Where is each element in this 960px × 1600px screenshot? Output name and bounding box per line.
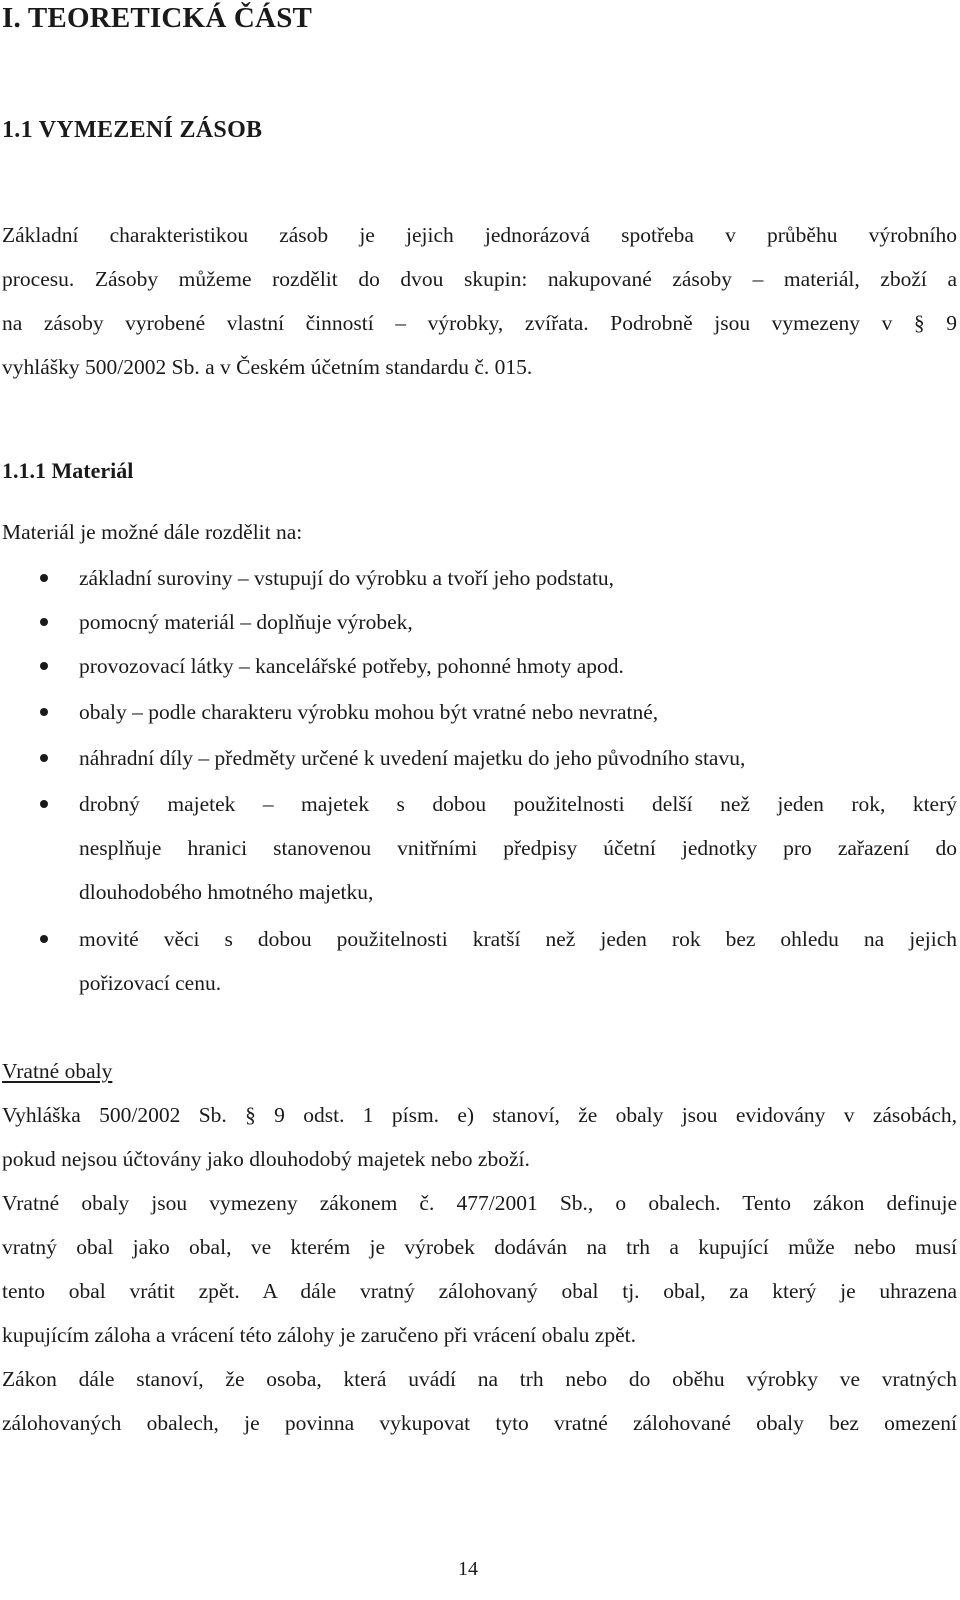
list-item-text: nesplňuje hranici stanovenou vnitřními předpisy účetní jednotky pro zařazení do — [79, 836, 957, 860]
paragraph-line: Zákon dále stanoví, že osoba, která uvádí na trh nebo do oběhu výrobky ve vratných — [2, 1367, 957, 1391]
paragraph-line: procesu. Zásoby můžeme rozdělit do dvou skupin: nakupované zásoby – materiál, zboží a — [2, 267, 957, 291]
list-item-text: movité věci s dobou použitelnosti kratší než jeden rok bez ohledu na jejich — [79, 927, 957, 951]
list-item-text: pomocný materiál – doplňuje výrobek, — [79, 610, 413, 634]
list-intro: Materiál je možné dále rozdělit na: — [2, 520, 303, 544]
list-item-text: drobný majetek – majetek s dobou použitelnosti delší než jeden rok, který — [79, 792, 957, 816]
bullet-icon — [40, 800, 48, 808]
paragraph-line: vyhlášky 500/2002 Sb. a v Českém účetním standardu č. 015. — [2, 355, 533, 379]
page-number: 14 — [458, 1558, 478, 1580]
paragraph-line: pokud nejsou účtovány jako dlouhodobý majetek nebo zboží. — [2, 1147, 530, 1171]
paragraph-line: Vyhláška 500/2002 Sb. § 9 odst. 1 písm. e) stanoví, že obaly jsou evidovány v zásobách, — [2, 1103, 957, 1127]
list-item-text: pořizovací cenu. — [79, 971, 222, 995]
bullet-icon — [40, 618, 48, 626]
paragraph-line: Vratné obaly jsou vymezeny zákonem č. 477/2001 Sb., o obalech. Tento zákon definuje — [2, 1191, 957, 1215]
paragraph-line: Základní charakteristikou zásob je jejich jednorázová spotřeba v průběhu výrobního — [2, 223, 957, 247]
bullet-icon — [40, 754, 48, 762]
paragraph-line: kupujícím záloha a vrácení této zálohy je zaručeno při vrácení obalu zpět. — [2, 1323, 636, 1347]
bullet-icon — [40, 574, 48, 582]
paragraph-line: na zásoby vyrobené vlastní činností – výrobky, zvířata. Podrobně jsou vymezeny v § 9 — [2, 311, 957, 335]
list-item-text: provozovací látky – kancelářské potřeby, pohonné hmoty apod. — [79, 654, 624, 678]
section-title: 1.1 VYMEZENÍ ZÁSOB — [2, 117, 263, 143]
bullet-icon — [40, 935, 48, 943]
paragraph-line: tento obal vrátit zpět. A dále vratný zálohovaný obal tj. obal, za který je uhrazena — [2, 1279, 957, 1303]
paragraph-line: vratný obal jako obal, ve kterém je výrobek dodáván na trh a kupující může nebo musí — [2, 1235, 957, 1259]
chapter-title: I. TEORETICKÁ ČÁST — [2, 2, 313, 34]
list-item-text: dlouhodobého hmotného majetku, — [79, 880, 374, 904]
bullet-icon — [40, 708, 48, 716]
paragraph-line: zálohovaných obalech, je povinna vykupovat tyto vratné zálohované obaly bez omezení — [2, 1411, 957, 1435]
list-item-text: základní suroviny – vstupují do výrobku a tvoří jeho podstatu, — [79, 566, 615, 590]
returnable-packaging-heading: Vratné obaly — [2, 1059, 113, 1083]
list-item-text: obaly – podle charakteru výrobku mohou být vratné nebo nevratné, — [79, 700, 659, 724]
bullet-icon — [40, 662, 48, 670]
list-item-text: náhradní díly – předměty určené k uvedení majetku do jeho původního stavu, — [79, 746, 746, 770]
subsection-title: 1.1.1 Materiál — [2, 458, 134, 483]
